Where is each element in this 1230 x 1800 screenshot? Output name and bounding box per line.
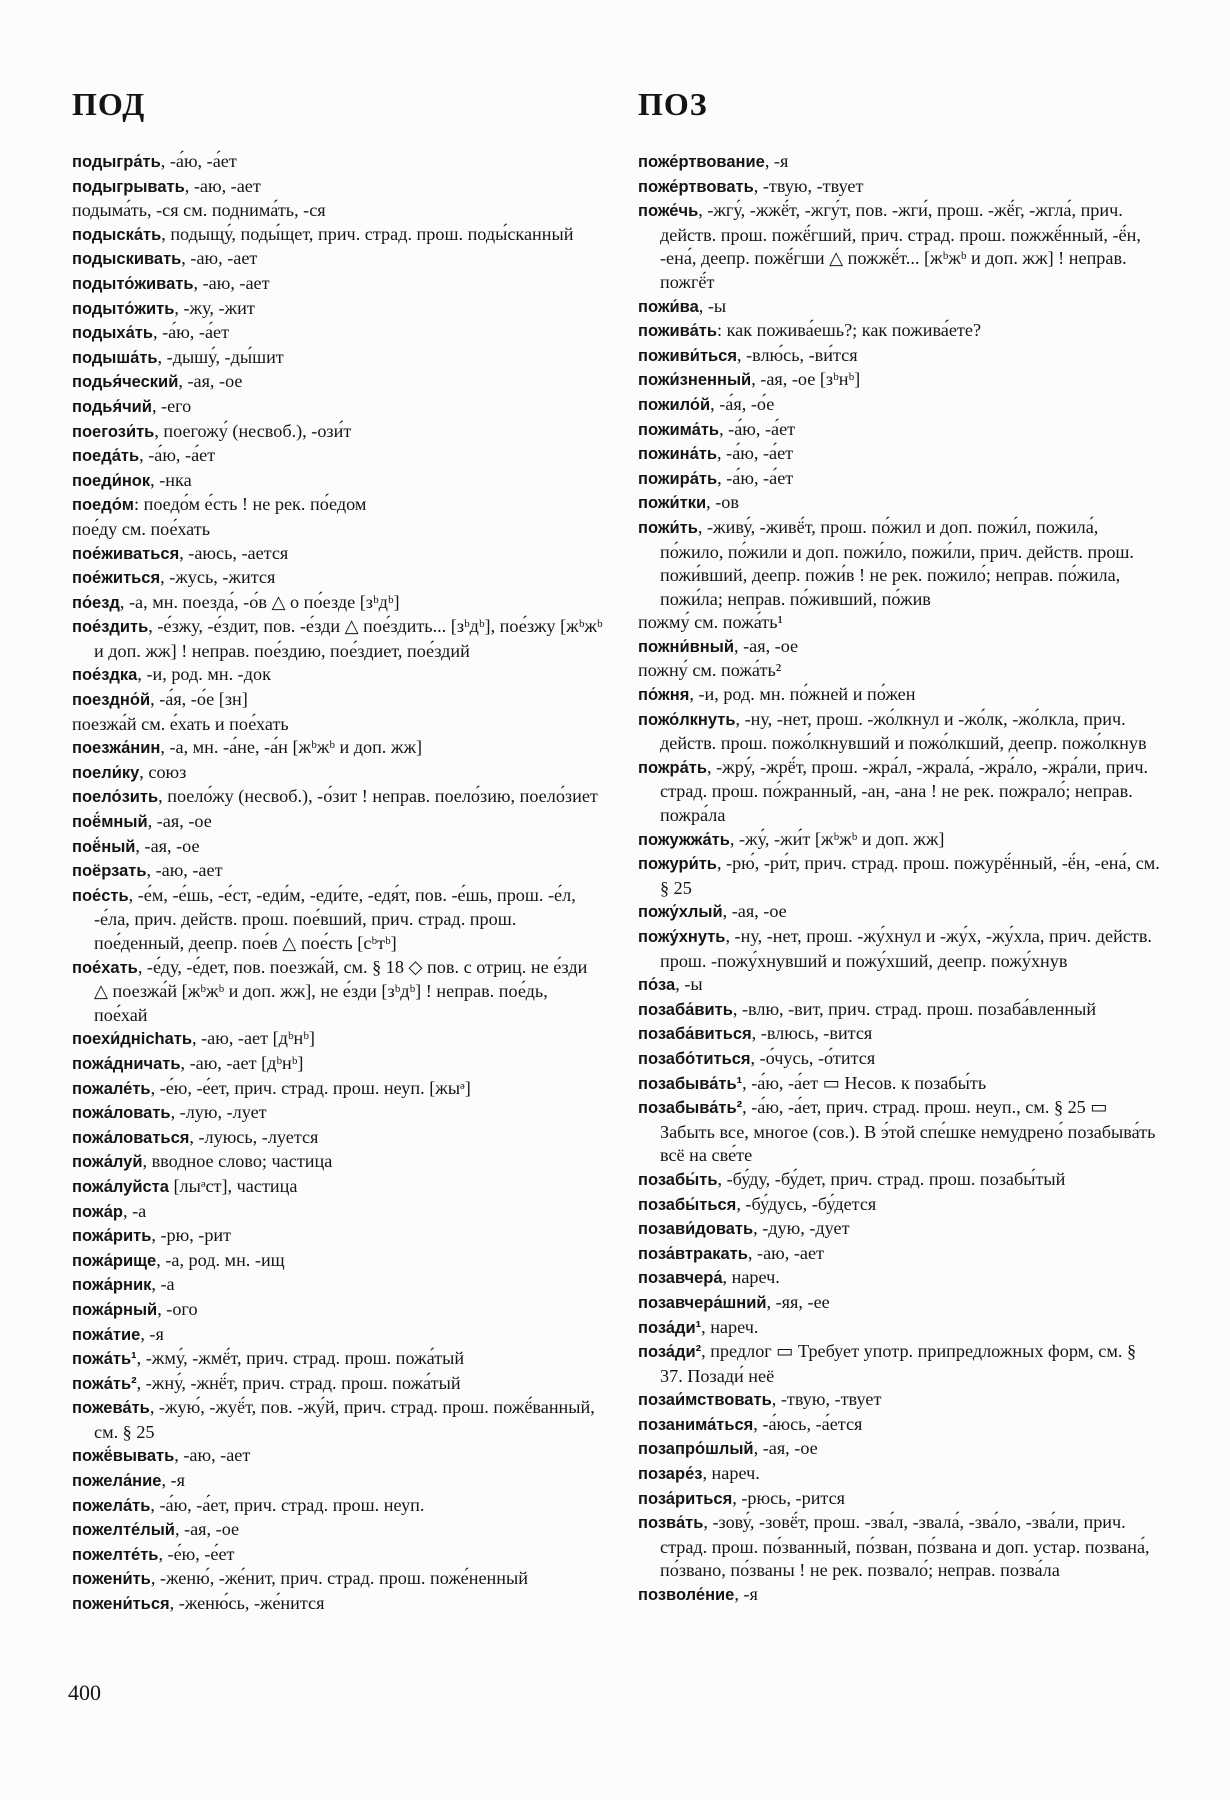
entry-headword: подья́чий: [72, 397, 152, 416]
dictionary-entry: [72, 1224, 604, 1249]
entry-body: , -и, род. мн. -док: [137, 664, 271, 685]
entry-body: , -а́ю, -а́ет: [152, 322, 230, 343]
entry-body: , -его: [151, 395, 192, 416]
entry-headword: пожива́ть: [638, 322, 717, 341]
dictionary-entry: [72, 542, 604, 567]
dictionary-entry: [638, 1388, 1160, 1413]
entry-body: , -жну́, -жнё́т, прич. страд. прош. пожа́тый: [136, 1372, 461, 1393]
entry-headword: подыто́живать: [72, 274, 194, 293]
entry-headword: поеда́ть: [72, 447, 140, 466]
dictionary-entry: [72, 1027, 604, 1052]
entry-body: , -я: [140, 1323, 164, 1344]
dictionary-entry: [638, 491, 1160, 516]
dictionary-entry: [638, 900, 1160, 925]
entry-headword: позабо́титься: [638, 1049, 751, 1068]
dictionary-entry: [638, 1340, 1160, 1388]
entry-body: , -а́ю, -а́ет: [717, 467, 794, 488]
entry-headword: поё́мный: [72, 813, 148, 832]
dictionary-entry: [72, 1592, 604, 1617]
entry-headword: позва́ть: [638, 1514, 704, 1533]
entry-headword: поедо́м: [72, 496, 134, 515]
entry-body: , -живу́, -живё́т, прош. по́жил и доп. пожи́л, пожила́, по́жило, по́жили и доп. пожи́ло, пожи́ли, прич. действ. прош. пожи́вший, деепр. пожи́в ! не рек. пожило́; неправ. по́жила, пожи́ла; неправ. по́живший, по́жив: [660, 516, 1134, 609]
entry-body: , -жму́, -жмё́т, прич. страд. прош. пожа́тый: [136, 1348, 465, 1369]
entry-body: , -нка: [150, 469, 192, 490]
dictionary-entry: [638, 1217, 1160, 1242]
dictionary-entry: [72, 469, 604, 494]
right-column: [638, 150, 1160, 1608]
entry-headword: позаба́вить: [638, 1000, 733, 1019]
dictionary-entry: [72, 444, 604, 469]
dictionary-entry: [72, 1444, 604, 1469]
entry-body: , -аю, -ает: [747, 1242, 824, 1263]
entry-headword: подья́ческий: [72, 373, 179, 392]
dictionary-entry: [638, 1413, 1160, 1438]
entry-body: , -жу́, -жи́т [жᵇжᵇ и доп. жж]: [729, 828, 945, 849]
dictionary-entry: [72, 859, 604, 884]
entry-headword: позабы́ть: [638, 1170, 718, 1189]
entry-body: , -а́ю, -а́ет: [717, 443, 794, 464]
entry-headword: пое́живаться: [72, 544, 180, 563]
entry-headword: пожа́дничать: [72, 1054, 181, 1073]
entry-headword: пожела́ть: [72, 1496, 151, 1515]
dictionary-entry: [72, 1567, 604, 1592]
entry-headword: пожу́хнуть: [638, 928, 726, 946]
entry-body: , -жу, -жит: [174, 297, 255, 318]
dictionary-entry: [72, 493, 604, 518]
entry-headword: поездно́й: [72, 691, 151, 710]
entry-headword: пожева́ть: [72, 1399, 150, 1418]
entry-body: , -ая, -ое: [733, 635, 799, 656]
entry-body: , -а́я, -о́е [зн]: [150, 689, 248, 710]
entry-body: , -жусь, -жится: [160, 567, 276, 588]
entry-body: , -а́ю, -а́ет, прич. страд. прош. неуп., см. § 25 ▭ Забыть все, многое (сов.). В э́той спе́шке немудрено́ позабыва́ть всё на све́те: [660, 1097, 1156, 1166]
dictionary-entry: [638, 1437, 1160, 1462]
entry-headword: поёрзать: [72, 862, 147, 881]
entry-headword: пожа́ть²: [72, 1374, 137, 1393]
entry-headword: пожу́хлый: [638, 903, 723, 922]
entry-body: , -а: [122, 1200, 147, 1221]
entry-body: , -а, мн. поезда́, -о́в △ о по́езде [зᵇдᵇ]: [119, 591, 400, 612]
dictionary-entry: [72, 956, 604, 1028]
entry-headword: позапро́шлый: [638, 1440, 754, 1459]
dictionary-entry: [72, 1543, 604, 1568]
entry-headword: пое́житься: [72, 569, 161, 588]
entry-headword: пожима́ть: [638, 420, 720, 439]
entry-headword: позабыва́ть¹: [638, 1074, 743, 1093]
dictionary-entry: [72, 1200, 604, 1225]
entry-body: , -влюсь, -вится: [751, 1023, 873, 1044]
entry-headword: подыха́ть: [72, 324, 153, 343]
running-head-right: ПОЗ: [638, 86, 708, 122]
entry-headword: позволе́ние: [638, 1586, 735, 1605]
dictionary-entry: [638, 418, 1160, 443]
dictionary-entry: [72, 810, 604, 835]
entry-headword: пое́сть: [72, 886, 129, 905]
entry-headword: пожа́р: [72, 1202, 123, 1221]
entry-body: , -аю, -ает [дᵇнᵇ]: [180, 1052, 304, 1073]
entry-body: , -твую, -твует: [771, 1389, 882, 1410]
entry-headword: поело́зить: [72, 788, 159, 807]
dictionary-entry: [72, 1298, 604, 1323]
entry-body: , -женю́сь, -же́нится: [169, 1593, 325, 1614]
entry-body: , -а: [151, 1274, 175, 1295]
entry-headword: позави́довать: [638, 1220, 754, 1239]
dictionary-entry: [638, 756, 1160, 828]
entry-headword: пожале́ть: [72, 1079, 151, 1098]
entry-body: , -аю, -ает: [174, 1445, 251, 1466]
dictionary-entry: [72, 663, 604, 688]
entry-body: , -яя, -ее: [766, 1291, 830, 1312]
dictionary-entry: [72, 1101, 604, 1126]
entry-headword: по́за: [638, 976, 676, 995]
entry-body: , -и, род. мн. по́жней и по́жен: [689, 684, 916, 705]
dictionary-entry: [72, 247, 604, 272]
dictionary-entry: [638, 1511, 1160, 1583]
entry-headword: поже́ртвование: [638, 153, 765, 171]
entry-body: , -я: [764, 151, 789, 171]
entry-body: , -ая, -ое: [174, 1519, 240, 1540]
entry-body: , -а́юсь, -а́ется: [753, 1413, 863, 1434]
entry-headword: пожелте́лый: [72, 1521, 175, 1540]
dictionary-entry: [72, 615, 604, 663]
entry-body: , -дую, -дует: [753, 1218, 850, 1239]
dictionary-entry: [638, 1096, 1160, 1168]
dictionary-entry: [72, 175, 604, 200]
dictionary-entry: [72, 1126, 604, 1151]
left-column: [72, 150, 604, 1617]
dictionary-entry: [72, 1347, 604, 1372]
entry-body: , -я: [734, 1584, 758, 1605]
entry-body: : поедо́м е́сть ! не рек. по́едом: [133, 494, 367, 515]
entry-headword: поегози́ть: [72, 422, 155, 441]
dictionary-entry: [72, 1175, 604, 1200]
entry-body: , -жую́, -жуё́т, пов. -жу́й, прич. страд. прош. пожё́ванный, см. § 25: [94, 1397, 595, 1442]
dictionary-entry: [638, 683, 1160, 708]
entry-body: , -а́ю, -а́ет: [160, 151, 237, 171]
entry-headword: позавчера́: [638, 1269, 723, 1288]
entry-headword: позаре́з: [638, 1465, 703, 1484]
dictionary-entry: [72, 518, 604, 542]
entry-headword: позаба́виться: [638, 1025, 752, 1044]
entry-body: , -а́ю, -а́ет ▭ Несов. к позабы́ть: [742, 1072, 987, 1093]
dictionary-entry: [638, 1047, 1160, 1072]
entry-body: , -ая, -ое [зᵇнᵇ]: [751, 369, 861, 390]
entry-headword: подыша́ть: [72, 348, 158, 367]
entry-body: , -ы: [698, 295, 727, 316]
dictionary-entry: [72, 1052, 604, 1077]
entry-headword: пожё́вывать: [72, 1447, 175, 1466]
entry-headword: подыгра́ть: [72, 153, 161, 171]
dictionary-entry: [72, 785, 604, 810]
entry-body: , -ы: [675, 974, 703, 995]
entry-body: , -рюсь, -рится: [732, 1487, 846, 1508]
dictionary-entry: [638, 319, 1160, 344]
dictionary-entry: [638, 1583, 1160, 1608]
entry-headword: подыскивать: [72, 250, 182, 269]
entry-body: , -аю, -ает: [184, 175, 261, 196]
dictionary-entry: [72, 420, 604, 445]
entry-body: , предлог ▭ Требует употр. припредложных форм, см. § 37. Позади́ неё: [660, 1341, 1137, 1386]
dictionary-entry: [638, 175, 1160, 200]
entry-body: , -твую, -твует: [753, 175, 864, 196]
entry-headword: пожа́рище: [72, 1251, 157, 1270]
entry-body: , -е́ю, -е́ет: [158, 1543, 235, 1564]
dictionary-entry: [638, 659, 1160, 683]
entry-headword: пожени́ться: [72, 1595, 170, 1614]
entry-body: , -аю, -ает: [193, 272, 270, 293]
entry-body: , -ого: [157, 1298, 198, 1319]
dictionary-entry: [638, 852, 1160, 900]
dictionary-entry: [638, 368, 1160, 393]
entry-body: , нареч.: [702, 1463, 760, 1484]
entry-body: , -бу́дусь, -бу́дется: [736, 1193, 877, 1214]
entry-body: , -аю, -ает [дᵇнᵇ]: [192, 1028, 315, 1049]
entry-headword: пожни́вный: [638, 637, 734, 656]
entry-body: , нареч.: [701, 1316, 759, 1337]
dictionary-entry: [638, 1193, 1160, 1218]
entry-body: , -аюсь, -ается: [179, 542, 289, 563]
dictionary-entry: [638, 925, 1160, 973]
dictionary-entry: [638, 611, 1160, 635]
entry-headword: позанима́ться: [638, 1415, 754, 1434]
entry-body: , -а, мн. -а́не, -а́н [жᵇжᵇ и доп. жж]: [160, 737, 423, 758]
dictionary-entry: [72, 1150, 604, 1175]
entry-headword: пожа́рить: [72, 1227, 152, 1246]
dictionary-entry: [638, 1316, 1160, 1341]
entry-headword: пожра́ть: [638, 758, 708, 777]
dictionary-entry: [72, 1273, 604, 1298]
entry-headword: позабы́ться: [638, 1195, 737, 1214]
entry-body: , -е́ду, -е́дет, пов. поезжа́й, см. § 18 ◇ пов. с отриц. не е́зди △ поезжа́й [жᵇжᵇ и доп. жж], не е́зди [зᵇдᵇ] ! неправ. пое́дь, пое́хай: [94, 956, 588, 1025]
entry-body: , поело́жу (несвоб.), -о́зит ! неправ. поело́зию, поело́зиет: [158, 786, 598, 807]
entry-body: , -дышу́, -ды́шит: [157, 346, 284, 367]
dictionary-entry: [72, 272, 604, 297]
dictionary-entry: [72, 346, 604, 371]
entry-body: подыма́ть, -ся см. поднима́ть, -ся: [72, 200, 326, 221]
dictionary-entry: [72, 1469, 604, 1494]
entry-body: , -ая, -ое: [722, 901, 787, 922]
entry-headword: пожужжа́ть: [638, 830, 730, 849]
entry-headword: пожи́тки: [638, 494, 707, 513]
entry-headword: пожа́ловаться: [72, 1128, 190, 1147]
dictionary-entry: [72, 713, 604, 737]
entry-body: , -аю, -ает: [181, 248, 258, 269]
dictionary-entry: [638, 1242, 1160, 1267]
dictionary-entry: [638, 998, 1160, 1023]
entry-body: , -луюсь, -луется: [189, 1126, 319, 1147]
dictionary-entry: [638, 635, 1160, 660]
entry-body: : как пожива́ешь?; как пожива́ете?: [717, 320, 982, 341]
entry-body: , -е́зжу, -е́здит, пов. -е́зди △ пое́здить... [зᵇдᵇ], пое́зжу [жᵇжᵇ и доп. жж] ! неправ. пое́здию, пое́здиет, пое́здий: [94, 616, 603, 661]
entry-body: , -влю, -вит, прич. страд. прош. позаба́вленный: [732, 998, 1097, 1019]
dictionary-entry: [72, 1518, 604, 1543]
entry-headword: пожени́ть: [72, 1570, 151, 1589]
entry-headword: поже́чь: [638, 202, 699, 221]
dictionary-entry: [638, 1266, 1160, 1291]
dictionary-entry: [72, 736, 604, 761]
entry-headword: пожи́ть: [638, 518, 698, 537]
dictionary-entry: [72, 566, 604, 591]
dictionary-entry: [72, 1249, 604, 1274]
entry-headword: поезжа́нин: [72, 739, 161, 758]
entry-body: , -жру́, -жрё́т, прош. -жра́л, -жрала́, -жра́ло, -жра́ли, прич. страд. прош. по́жранный, -ан, -ана ! не рек. пожрало́; неправ. пожра́ла: [660, 756, 1149, 826]
dictionary-entry: [638, 973, 1160, 998]
entry-headword: поже́ртвовать: [638, 177, 754, 196]
entry-body: , -ну, -нет, прош. -жу́хнул и -жу́х, -жу́хла, прич. действ. прош. -пожу́хнувший и пожу́хший, деепр. пожу́хнув: [660, 926, 1152, 971]
entry-body: , поегожу́ (несвоб.), -ози́т: [154, 420, 352, 441]
entry-headword: подыто́жить: [72, 299, 175, 318]
entry-body: , нареч.: [722, 1267, 780, 1288]
entry-body: , -е́м, -е́шь, -е́ст, -еди́м, -еди́те, -едя́т, пов. -е́шь, прош. -е́л, -е́ла, прич. действ. прош. пое́вший, прич. страд. прош. пое́денный, деепр. пое́в △ пое́сть [сᵇтᵇ]: [94, 884, 576, 953]
entry-headword: позаи́мствовать: [638, 1391, 772, 1410]
entry-headword: пожури́ть: [638, 855, 717, 874]
entry-body: , -женю́, -же́нит, прич. страд. прош. поже́ненный: [150, 1568, 528, 1589]
entry-body: , -лую, -лует: [170, 1102, 267, 1123]
entry-body: , вводное слово; частица: [142, 1151, 333, 1172]
dictionary-entry: [72, 370, 604, 395]
entry-headword: пожа́ть¹: [72, 1350, 137, 1369]
entry-body: пожну́ см. пожа́ть²: [638, 660, 782, 681]
entry-headword: пое́здка: [72, 666, 138, 685]
entry-body: , -рю, -рит: [151, 1225, 232, 1246]
entry-body: , -а́я, -о́е: [710, 393, 775, 414]
entry-body: , -зову́, -зовё́т, прош. -зва́л, -звала́, -зва́ло, -зва́ли, прич. страд. прош. по́званный, по́зван, по́звана и доп. устар. позвана́, по́звано, по́званы ! не рек. позвало́; неправ. позва́ла: [660, 1512, 1150, 1581]
dictionary-entry: [638, 708, 1160, 756]
dictionary-entry: [72, 1372, 604, 1397]
entry-body: , -а́ю, -а́ет: [139, 445, 216, 466]
dictionary-entry: [72, 1323, 604, 1348]
entry-body: пожму́ см. пожа́ть¹: [638, 612, 784, 633]
entry-body: , -жгу́, -жжё́т, -жгу́т, пов. -жги́, прош. -жё́г, -жгла́, прич. действ. прош. пожё́гший, прич. страд. прош. пожжё́нный, -ё́н, -ена́, деепр. пожё́гши △ пожжё́т... [жᵇжᵇ и доп. жж] ! неправ. пожгё́т: [660, 200, 1141, 292]
entry-body: , союз: [139, 761, 187, 782]
entry-headword: поехи́днichать: [72, 1030, 193, 1049]
entry-body: , -аю, -ает: [146, 860, 223, 881]
entry-body: , -ну, -нет, прош. -жо́лкнул и -жо́лк, -жо́лкла, прич. действ. прош. пожо́лкнувший и пожо́лкший, деепр. пожо́лкнув: [660, 708, 1147, 754]
entry-headword: пое́хать: [72, 958, 138, 977]
dictionary-entry: [72, 688, 604, 713]
entry-headword: пожи́ва: [638, 297, 699, 316]
dictionary-entry: [638, 344, 1160, 369]
entry-headword: пожа́луйста: [72, 1177, 169, 1196]
dictionary-entry: [638, 1291, 1160, 1316]
dictionary-entry: [72, 321, 604, 346]
dictionary-entry: [638, 393, 1160, 418]
dictionary-entry: [638, 467, 1160, 492]
dictionary-entry: [638, 1072, 1160, 1097]
entry-body: , -ая, -ое: [178, 371, 243, 392]
entry-body: , -рю́, -ри́т, прич. страд. прош. пожурё́нный, -ё́н, -ена́, см. § 25: [660, 853, 1160, 898]
entry-body: , -ов: [706, 492, 739, 513]
dictionary-entry: [72, 150, 604, 175]
entry-headword: подыгрывать: [72, 177, 185, 196]
dictionary-entry: [72, 223, 604, 248]
page-number: 400: [68, 1680, 101, 1705]
dictionary-entry: [72, 884, 604, 956]
entry-headword: подыска́ть: [72, 225, 162, 244]
entry-headword: пожа́ловать: [72, 1104, 171, 1123]
dictionary-entry: [638, 295, 1160, 320]
dictionary-entry: [72, 395, 604, 420]
entry-body: [лыᵊст], частица: [168, 1175, 298, 1196]
entry-body: , -ая, -ое: [753, 1438, 818, 1459]
entry-headword: поеди́нок: [72, 471, 151, 490]
running-head-left: ПОД: [72, 86, 146, 122]
entry-headword: по́жня: [638, 686, 690, 705]
entry-headword: поза́втракать: [638, 1244, 748, 1263]
entry-headword: поё́ный: [72, 837, 136, 856]
entry-body: , подыщу́, поды́щет, прич. страд. прош. поды́сканный: [161, 223, 574, 244]
entry-body: , -о́чусь, -о́тится: [750, 1047, 876, 1068]
entry-headword: поза́ди²: [638, 1343, 702, 1362]
entry-body: , -а, род. мн. -ищ: [156, 1249, 285, 1270]
entry-headword: пожа́рник: [72, 1276, 152, 1295]
entry-body: , -а́ю, -а́ет: [719, 418, 796, 439]
entry-headword: поели́ку: [72, 763, 140, 782]
entry-body: , -влю́сь, -ви́тся: [736, 344, 858, 365]
dictionary-entry: [638, 1022, 1160, 1047]
entry-body: пое́ду см. пое́хать: [72, 518, 211, 539]
dictionary-entry: [72, 835, 604, 860]
dictionary-entry: [72, 199, 604, 223]
dictionary-entry: [638, 828, 1160, 853]
entry-body: , -ая, -ое: [135, 835, 200, 856]
entry-headword: поживи́ться: [638, 346, 737, 365]
entry-headword: позабыва́ть²: [638, 1099, 743, 1118]
dictionary-entry: [72, 297, 604, 322]
entry-headword: пожа́рный: [72, 1300, 158, 1319]
entry-headword: пожа́тие: [72, 1325, 141, 1344]
dictionary-entry: [638, 1168, 1160, 1193]
dictionary-entry: [72, 761, 604, 786]
entry-headword: пожела́ние: [72, 1472, 162, 1491]
dictionary-entry: [638, 150, 1160, 175]
dictionary-entry: [72, 1077, 604, 1102]
entry-headword: по́езд: [72, 593, 120, 612]
entry-headword: пожелте́ть: [72, 1545, 159, 1564]
entry-headword: поза́ди¹: [638, 1318, 702, 1337]
dictionary-entry: [638, 1487, 1160, 1512]
entry-body: , -бу́ду, -бу́дет, прич. страд. прош. позабы́тый: [717, 1168, 1066, 1189]
entry-headword: позавчера́шний: [638, 1293, 767, 1312]
dictionary-entry: [638, 516, 1160, 611]
dictionary-entry: [72, 1494, 604, 1519]
dictionary-entry: [638, 1462, 1160, 1487]
entry-headword: пожа́луй: [72, 1153, 143, 1172]
entry-body: , -а́ю, -а́ет, прич. страд. прош. неуп.: [150, 1494, 425, 1515]
entry-headword: пожира́ть: [638, 469, 718, 488]
entry-headword: пое́здить: [72, 618, 149, 637]
entry-headword: пожило́й: [638, 395, 711, 414]
entry-body: поезжа́й см. е́хать и пое́хать: [72, 713, 289, 734]
entry-body: , -е́ю, -е́ет, прич. страд. прош. неуп. [жыᵊ]: [150, 1077, 471, 1098]
dictionary-entry: [638, 199, 1160, 294]
dictionary-entry: [72, 1396, 604, 1444]
dictionary-entry: [72, 591, 604, 616]
entry-headword: пожина́ть: [638, 445, 718, 464]
entry-body: , -ая, -ое: [147, 811, 212, 832]
entry-headword: пожо́лкнуть: [638, 710, 736, 729]
dictionary-entry: [638, 442, 1160, 467]
entry-headword: поза́риться: [638, 1489, 733, 1508]
entry-headword: пожи́зненный: [638, 371, 752, 390]
entry-body: , -я: [161, 1470, 185, 1491]
